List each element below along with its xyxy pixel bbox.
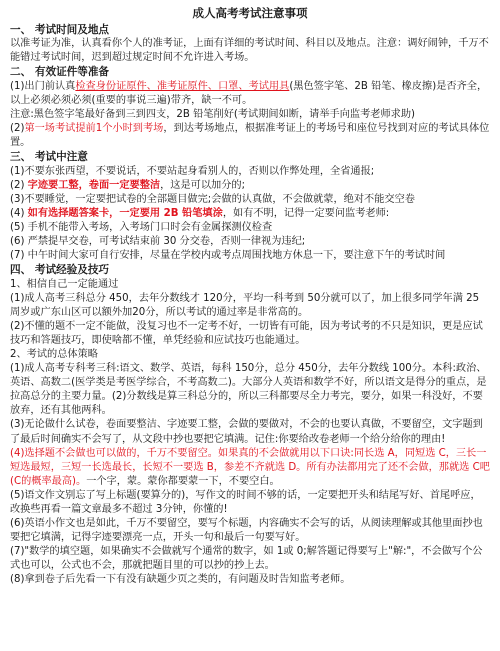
highlight-text: 如有选择题答案卡，一定要用 2B 铅笔填涂 (27, 207, 223, 219)
text-run: (6) 严禁提早交卷，可考试结束前 30 分交卷，否则一律视为违纪; (10, 236, 306, 248)
section-heading (10, 263, 490, 277)
highlight-text: 第一场考试提前1个小时到考场 (24, 123, 164, 135)
text-run: (1)出门前认真 (10, 80, 76, 92)
section-heading (10, 23, 490, 37)
paragraph (10, 517, 490, 545)
paragraph (10, 292, 490, 320)
text-run: 一个字，蒙。蒙你都要蒙一下，不要空白。 (86, 475, 280, 487)
document-title: 成人高考考试注意事项 (192, 6, 308, 20)
text-run: ，这是可以加分的; (160, 179, 246, 191)
text-run: (黑色签字笔、2B 铅笔、橡皮擦)是否齐全，以上必须必须必须(重要的事说三遍)带齐，缺一不可。 (10, 80, 488, 106)
text-run: (3)无论做什么试卷，卷面要整洁、字迹要工整，会做的要做对，不会的也要认真做，不要留空，文字题到了最后时间确实不会写了，从文段中抄也要把它填满。记住:你要给改卷老师一个给分给你的理由! (10, 419, 483, 445)
text-run: (2) (10, 123, 25, 135)
text-run: ，如有不明，记得一定要问监考老师: (222, 207, 390, 219)
section-heading (10, 65, 490, 79)
paragraph (10, 37, 490, 65)
text-run: 以准考证为准，认真看你个人的准考证，上面有详细的考试时间、科目以及地点。注意：调好闹钟，千万不能错过考试时间，迟到超过规定时间不允许进入考场。 (10, 38, 489, 64)
paragraph (10, 80, 490, 108)
paragraph (10, 165, 490, 179)
document-body (10, 23, 490, 588)
paragraph (10, 489, 490, 517)
paragraph (10, 249, 490, 263)
text-run: (5)语文作文别忘了写上标题(要算分的)，写作文的时间不够的话，一定要把开头和结尾写好、首尾呼应，改换些再看一篇文章最多不超过 3分钟，你懂的! (10, 489, 481, 515)
paragraph (10, 362, 490, 418)
section-heading (10, 150, 490, 164)
paragraph (10, 122, 490, 150)
text-run: (2)不懂的题不一定不能做，没复习也不一定考不好，一切皆有可能，因为考试考的不只是知识，更是应试技巧和答题技巧，即使啥都不懂，单凭经验和应试技巧也能通过。 (10, 320, 483, 346)
text-run: (8)拿到卷子后先看一下有没有缺题少页之类的，有问题及时告知监考老师。 (10, 574, 351, 586)
text-run: (1)成人高考专科考三科:语文、数学、英语，每科 150分，总分 450分，去年分数线 100分。本科:政治、英语、高数二(医学类是考医学综合，不考高数二)。大部分人英语和数学不好，所以语文是得分的重点，是拉高总分的主要力量。(2)分数线是算三科总分的，所以三科都要尽全力考完，要分，如果一科没好，不要放弃，还有其他两科。 (10, 363, 487, 417)
text-run: (3)不要睡觉，一定要把试卷的全部题目做完;会做的认真做，不会做就蒙，绝对不能交空卷 (10, 193, 415, 205)
text-run: 1、相信自己一定能通过 (10, 278, 119, 290)
paragraph (10, 418, 490, 446)
highlight-text: 检查身份证原件、准考证原件、口罩、考试用具 (75, 80, 290, 92)
text-run: 2、考试的总体策略 (10, 348, 98, 360)
text-run: (7) 中午时间大家可自行安排，尽量在学校内或考点周围找地方休息一下，要注意下午的考试时间 (10, 250, 446, 262)
paragraph (10, 545, 490, 573)
paragraph (10, 193, 490, 207)
paragraph (10, 179, 490, 193)
text-run: (4) (10, 207, 28, 219)
text-run: (5) 手机不能带入考场，入考场门口时会有金属探测仪检查 (10, 221, 273, 233)
paragraph (10, 207, 490, 221)
text-run: (6)英语小作文也是如此，千万不要留空，要写个标题，内容确实不会写的话，从阅读理解或其他里面抄也要把它填满，记得字迹要漂亮一点，开头一句和最后一句要写好。 (10, 518, 483, 544)
paragraph (10, 573, 490, 587)
paragraph (10, 447, 490, 489)
text-run: 三、 考试中注意 (10, 151, 88, 164)
text-run: (1)不要东张西望，不要说话，不要站起身看别人的，否则以作弊处理，全省通报; (10, 165, 375, 177)
text-run: (2) (10, 179, 28, 191)
highlight-text: 字迹要工整，卷面一定要整洁 (27, 179, 161, 191)
highlight-text: (4)选择题不会做也可以做的，千万不要留空。如果真的不会做就用以下口诀:同长选 A，同短选 C，三长一短选最短，三短一长选最长，长短不一要选 B，参差不齐就选 D。所有办法都用完了还不会做，那就选 C吧(C的概率最高)。 (10, 447, 490, 487)
paragraph (10, 278, 490, 292)
text-run: (7)"数学的填空题，如果确实不会做就写个通常的数字，如 1或 0;解答题记得要写上"解:"，不会做写个公式也可以，公式也不会，那就把题目里的可以抄的抄上去。 (10, 546, 483, 572)
paragraph (10, 348, 490, 362)
text-run: (1)成人高考三科总分 450，去年分数线才 120分，平均一科考到 50分就可以了，加上很多同学年满 25 周岁或广东山区可以额外加20分，所以考试的通过率是非常高的。 (10, 292, 480, 318)
paragraph (10, 235, 490, 249)
text-run: 二、 有效证件等准备 (10, 66, 110, 79)
text-run: 四、 考试经验及技巧 (10, 264, 110, 277)
paragraph (10, 320, 490, 348)
text-run: ，到达考场地点，根据准考证上的考场号和座位号找到对应的考试具体位置。 (10, 123, 490, 149)
paragraph (10, 221, 490, 235)
text-run: 注意:黑色签字笔最好备到三到四支，2B 铅笔削好(考试期间如断，请举手向监考老师求助) (10, 108, 416, 120)
text-run: 一、 考试时间及地点 (10, 24, 110, 36)
paragraph (10, 108, 490, 122)
